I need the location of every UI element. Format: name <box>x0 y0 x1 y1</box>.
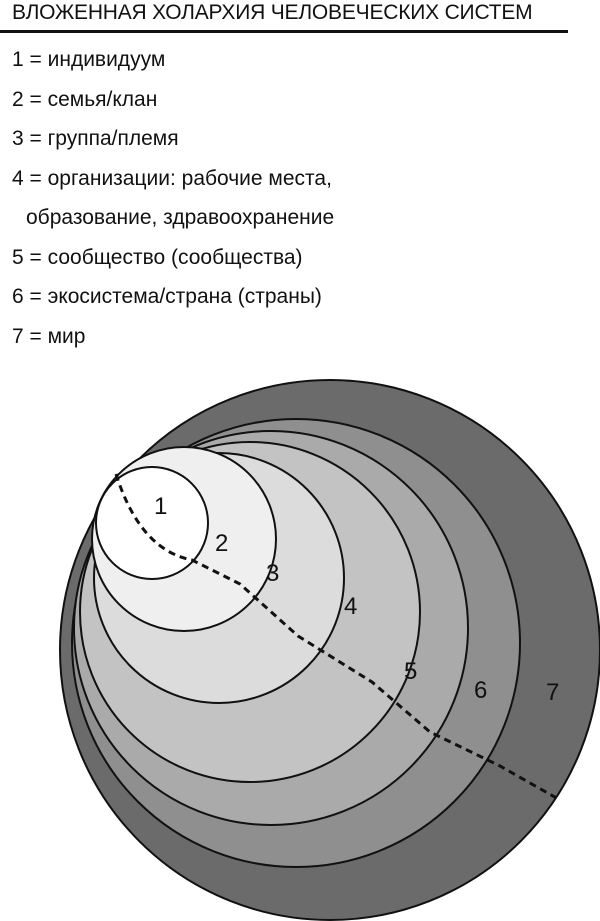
level-label-4: 4 <box>344 593 358 620</box>
diagram-title: ВЛОЖЕННАЯ ХОЛАРХИЯ ЧЕЛОВЕЧЕСКИХ СИСТЕМ <box>12 1 533 24</box>
level-label-7: 7 <box>546 679 560 706</box>
level-label-3: 3 <box>266 560 280 587</box>
legend-item-4-continued: образование, здравоохранение <box>26 206 335 229</box>
legend-item-6: 6 = экосистема/страна (страны) <box>12 285 322 308</box>
level-label-1: 1 <box>154 493 168 520</box>
level-label-2: 2 <box>215 530 229 557</box>
legend-item-5: 5 = сообщество (сообщества) <box>12 245 303 269</box>
legend-item-3: 3 = группа/племя <box>12 127 179 150</box>
level-label-6: 6 <box>474 677 488 704</box>
legend-item-4: 4 = организации: рабочие места, <box>12 166 332 190</box>
level-label-5: 5 <box>404 658 418 685</box>
level-1-circle <box>96 467 208 579</box>
legend-item-2: 2 = семья/клан <box>12 87 158 111</box>
legend-item-7: 7 = мир <box>12 324 86 348</box>
legend-item-1: 1 = индивидуум <box>12 48 166 71</box>
